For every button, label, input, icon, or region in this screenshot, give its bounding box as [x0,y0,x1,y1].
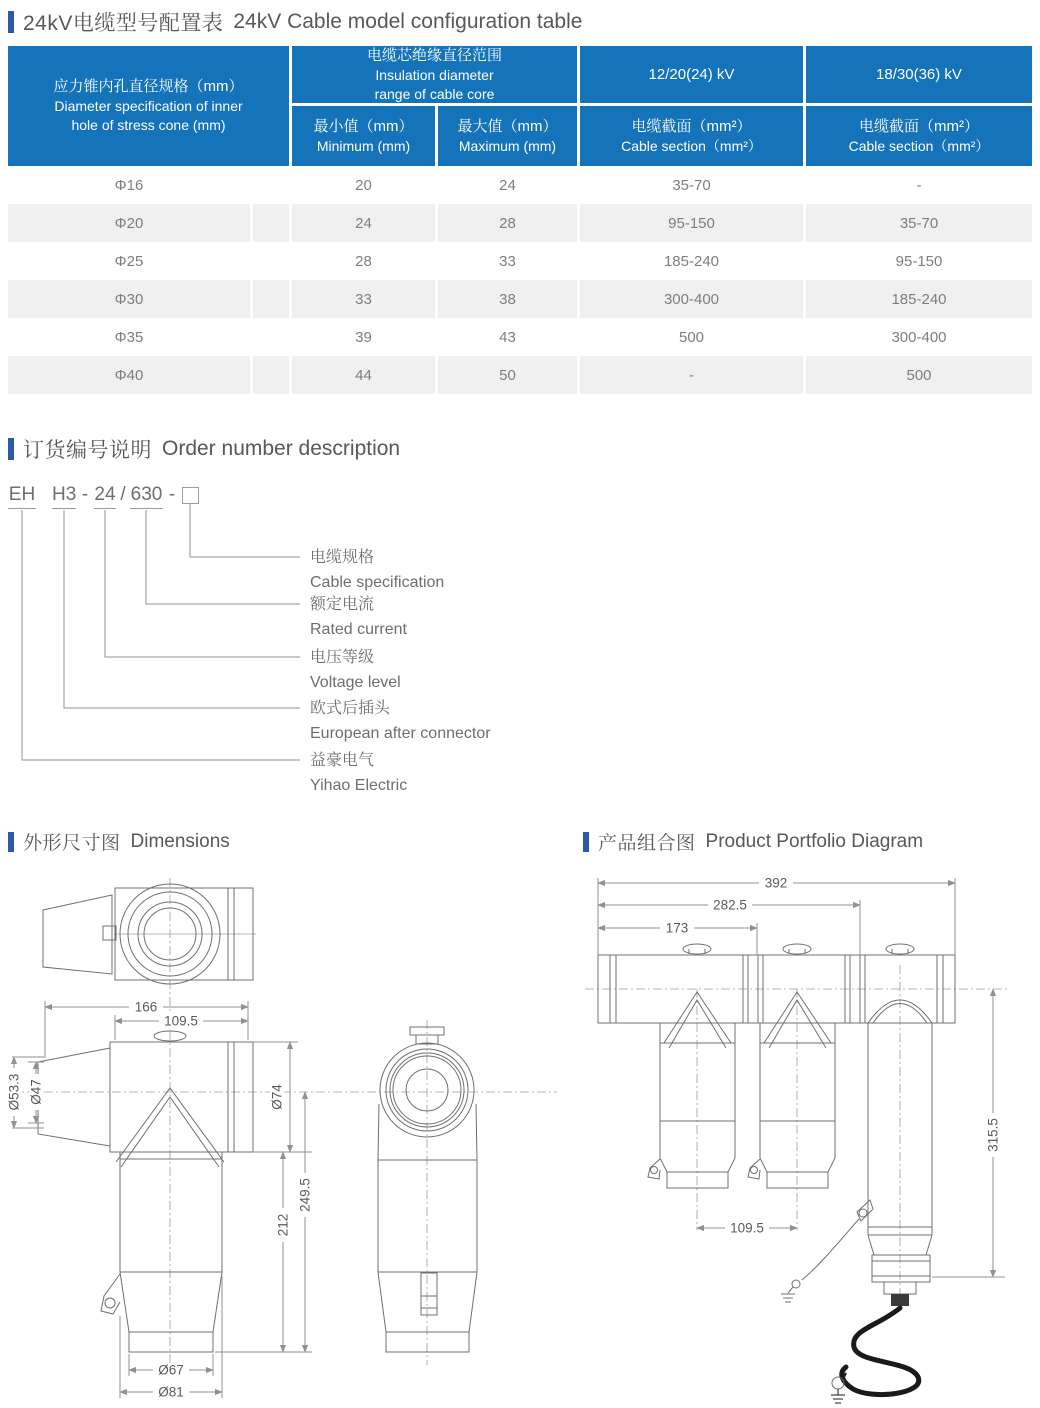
table-cell [253,204,289,242]
order-label-cable-spec: 电缆规格 Cable specification [310,549,445,591]
dim-392: 392 [764,875,788,891]
table-cell [253,166,289,204]
ground-coil-wire [831,1308,919,1403]
code-part-h3: H3 [52,484,76,509]
dim-282-5: 282.5 [713,897,747,913]
code-dash: - [168,484,176,505]
dimension-labels [660,876,1001,1236]
header-kv1: 12/20(24) kV [580,46,803,106]
code-slash: / [120,484,126,505]
dim-166: 166 [134,999,158,1015]
dim-74: Ø74 [269,1084,285,1110]
dimensions-title-en: Dimensions [130,830,230,852]
code-part-eh: EH [8,484,36,509]
centerlines [585,965,1010,1310]
table-cell [253,242,289,280]
table-cell: Φ40 [8,356,250,394]
order-label-brand: 益豪电气 Yihao Electric [310,752,408,794]
top-view [43,884,256,984]
hanging-body-2 [748,992,835,1188]
dim-47: Ø47 [28,1079,44,1105]
table-cell: Φ35 [114,328,144,346]
table-cell: 28 [355,252,372,270]
dim-67: Ø67 [158,1362,184,1378]
title-accent-bar [583,832,589,852]
dimensions-title-zh: 外形尺寸图 [23,833,121,854]
table-cell: 44 [292,356,435,394]
table-cell: 24 [499,176,516,194]
dimensions-section-title [8,828,230,855]
table-cell: 500 [678,328,705,346]
order-title-zh: 订货编号说明 [23,439,152,462]
table-cell: 95-150 [895,252,943,270]
dimension-lines [12,1001,312,1398]
dimension-lines [598,875,1005,1277]
cable-configuration-table [8,46,1032,394]
table-cell: 500 [806,356,1032,394]
title-accent-bar [8,832,14,852]
header-maximum: 最大值（mm） Maximum (mm) [438,106,577,166]
table-cell: 33 [499,252,516,270]
table-cell: 50 [438,356,577,394]
table-cell: 39 [355,328,372,346]
table-cell: 35-70 [806,204,1032,242]
title-accent-bar [8,438,14,460]
table-cell: 24 [292,204,435,242]
order-connector-lines [0,470,560,810]
dim-81: Ø81 [158,1384,184,1400]
table-cell: 300-400 [580,280,803,318]
table-cell: 185-240 [806,280,1032,318]
order-section-title [8,434,400,464]
header-stress-cone: 应力锥内孔直径规格（mm） Diameter specification of inner hole of stress cone (mm) [8,46,289,166]
title-accent-bar [8,11,14,33]
plug-body-3 [781,1000,932,1306]
table-cell: 95-150 [580,204,803,242]
table-cell: Φ20 [8,204,250,242]
header-insulation-range: 电缆芯绝缘直径范围 Insulation diameter range of cable core [292,46,577,106]
order-label-rated-current: 额定电流 Rated current [310,596,407,638]
portfolio-title-zh: 产品组合图 [598,833,696,854]
dimensions-drawing [0,870,570,1408]
dim-53-3: Ø53.3 [6,1073,22,1111]
header-kv2: 18/30(36) kV [806,46,1032,106]
portfolio-section-title [583,828,923,855]
header-section-kv1: 电缆截面（mm²） Cable section（mm²） [580,106,803,166]
table-cell [253,318,289,356]
header-minimum: 最小值（mm） Minimum (mm) [292,106,435,166]
hanging-body-1 [648,992,735,1188]
dim-173: 173 [665,920,689,936]
table-title-en: 24kV Cable model configuration table [233,10,583,33]
dim-212: 212 [275,1213,291,1237]
order-label-connector-type: 欧式后插头 European after connector [310,700,491,742]
table-cell: 185-240 [663,252,720,270]
header-section-kv2: 电缆截面（mm²） Cable section（mm²） [806,106,1032,166]
dim-109-5: 109.5 [164,1013,198,1029]
table-cell [253,280,289,318]
order-label-voltage-level: 电压等级 Voltage level [310,649,401,691]
table-title-zh: 24kV电缆型号配置表 [23,12,224,35]
code-placeholder-box [182,487,199,504]
table-cell: Φ25 [114,252,144,270]
code-part-630: 630 [130,484,163,509]
bus-assembly [598,944,955,1023]
portfolio-drawing [580,870,1040,1408]
portfolio-title-en: Product Portfolio Diagram [705,830,924,852]
table-cell: 28 [438,204,577,242]
table-cell: 35-70 [672,176,711,194]
order-title-en: Order number description [162,437,401,460]
table-cell: 43 [499,328,516,346]
table-cell: Φ30 [8,280,250,318]
dim-109-5: 109.5 [730,1220,764,1236]
table-cell: - [916,176,922,194]
dim-315-5: 315.5 [985,1118,1001,1152]
front-view [378,1027,477,1352]
table-cell: 300-400 [891,328,947,346]
table-cell [253,356,289,394]
table-section-title [8,7,582,37]
table-cell: 20 [355,176,372,194]
table-cell: 38 [438,280,577,318]
code-part-24: 24 [94,484,116,509]
order-number-diagram [0,470,560,810]
table-cell: Φ16 [114,176,144,194]
code-dash: - [81,484,89,505]
side-view [38,1031,253,1352]
dim-249-5: 249.5 [297,1178,313,1212]
table-cell: - [580,356,803,394]
table-cell: 33 [292,280,435,318]
